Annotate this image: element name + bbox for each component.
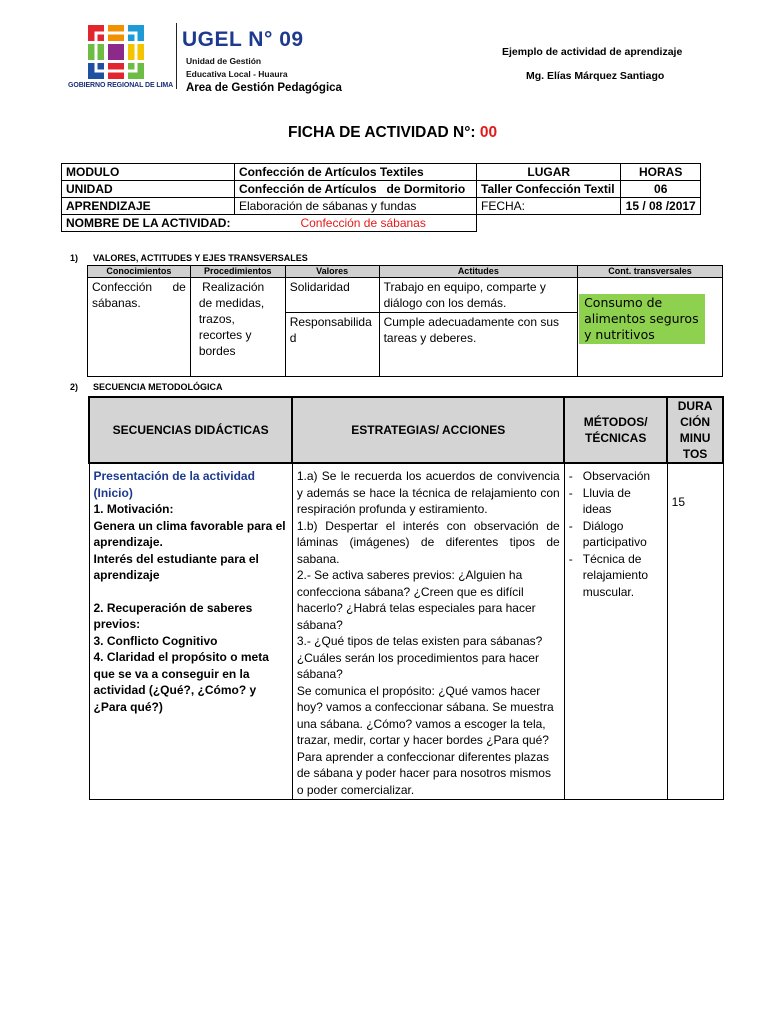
- seq-conflicto: 3. Conflicto Cognitivo: [93, 633, 218, 648]
- seq-claridad: 4. Claridad el propósito o meta que se va a conseguir en la actividad (¿Qué?, ¿Cómo? y ¿Para qué?): [93, 650, 269, 714]
- author: Mg. Elías Márquez Santiago: [526, 70, 665, 82]
- seq-motivacion: 1. Motivación:: [93, 502, 174, 516]
- secuencia-table: [88, 396, 724, 800]
- aprendizaje-label: APRENDIZAJE: [62, 198, 235, 215]
- modulo-value: Confección de Artículos Textiles: [234, 164, 476, 181]
- seq-title: Presentación de la actividad (Inicio): [93, 469, 255, 500]
- transversal-highlight: Consumo de alimentos seguros y nutritivos: [579, 294, 705, 344]
- page-title: [288, 124, 497, 142]
- seq-interes: Interés del estudiante para el aprendizaje: [93, 551, 259, 582]
- section-1-number: 1): [70, 253, 79, 263]
- header-procedimientos: Procedimientos: [190, 266, 285, 278]
- lugar-label: LUGAR: [477, 164, 621, 181]
- actitud-cumple-tareas: Cumple adecuadamente con sus tareas y deberes.: [379, 313, 577, 377]
- duracion-cell: 15: [667, 463, 723, 800]
- estrategia-proposito: Se comunica el propósito: ¿Qué vamos hacer hoy? vamos a confeccionar sábana. Se muestra una sábana. ¿Cómo? vamos a escoger la tela, trazar, medir, cortar y hacer bordes ¿Para qué? Para aprender a confeccionar diferentes plazas de sábana y poder hacer para nosotros mismos o poder comercializar.: [296, 683, 554, 797]
- header-conocimientos: Conocimientos: [88, 266, 191, 278]
- header-transversales: Cont. transversales: [578, 266, 723, 278]
- title-label: FICHA DE ACTIVIDAD N°:: [288, 124, 480, 141]
- seq-motivacion-text: Genera un clima favorable para el aprendizaje.: [93, 518, 286, 549]
- activity-info-table: [61, 163, 701, 232]
- valor-solidaridad: Solidaridad: [285, 278, 379, 313]
- section-2-number: 2): [70, 382, 79, 392]
- header-valores: Valores: [285, 266, 379, 278]
- header-duracion: DURACIÓN MINUTOS: [667, 397, 723, 463]
- metodo-relajamiento: - Técnica de relajamiento muscular.: [569, 551, 663, 601]
- horas-label: HORAS: [621, 164, 701, 181]
- procedimientos-cell: Realización de medidas, trazos, recortes y bordes: [190, 278, 285, 377]
- document-subtitle: Ejemplo de actividad de aprendizaje: [502, 46, 683, 58]
- fecha-label: FECHA:: [477, 198, 621, 215]
- header-metodos: MÉTODOS/ TÉCNICAS: [564, 397, 667, 463]
- transversal-cell: [578, 278, 723, 377]
- ugel-logo-icon: [88, 25, 144, 79]
- metodos-cell: [564, 463, 667, 800]
- unidad-value: Confección de Artículos de Dormitorio: [234, 181, 476, 198]
- area-label: Area de Gestión Pedagógica: [186, 82, 342, 94]
- ugel-subtitle-1: Unidad de Gestión: [186, 56, 262, 66]
- estrategia-3: 3.- ¿Qué tipos de telas existen para sábanas? ¿Cuáles serán los procedimientos para hacer sábana?: [296, 634, 543, 681]
- header-divider: [176, 23, 177, 89]
- lugar-value: Taller Confección Textil: [477, 181, 621, 198]
- unidad-label: UNIDAD: [62, 181, 235, 198]
- header-estrategias: ESTRATEGIAS/ ACCIONES: [292, 397, 564, 463]
- metodo-dialogo: - Diálogo participativo: [569, 518, 663, 551]
- metodo-lluvia-ideas: - Lluvia de ideas: [569, 485, 663, 518]
- header-secuencias: SECUENCIAS DIDÁCTICAS: [89, 397, 292, 463]
- nombre-actividad-value: Confección de sábanas: [234, 215, 476, 232]
- metodo-observacion: - Observación: [569, 468, 663, 485]
- valor-responsabilidad: Responsabilidad: [285, 313, 379, 377]
- estrategias-cell: [292, 463, 564, 800]
- logo-caption: GOBIERNO REGIONAL DE LIMA: [68, 82, 174, 89]
- actitud-trabajo-equipo: Trabajo en equipo, comparte y diálogo con los demás.: [379, 278, 577, 313]
- nombre-actividad-label: NOMBRE DE LA ACTIVIDAD:: [62, 215, 235, 232]
- section-2-title: SECUENCIA METODOLÓGICA: [93, 382, 223, 392]
- ugel-subtitle-2: Educativa Local - Huaura: [186, 69, 288, 79]
- conocimientos-cell: Confección de sábanas.: [88, 278, 191, 377]
- estrategia-2: 2.- Se activa saberes previos: ¿Alguien ha confecciona sábana? ¿Creen que es difícil hacerlo? ¿Habrá telas especiales para hacer sábana?: [296, 568, 536, 632]
- metodos-list: [569, 468, 663, 600]
- activity-number: 00: [479, 124, 498, 141]
- aprendizaje-value: Elaboración de sábanas y fundas: [234, 198, 476, 215]
- fecha-value: 15 / 08 /2017: [621, 198, 701, 215]
- ugel-title: UGEL N° 09: [182, 28, 304, 51]
- secuencias-cell: [89, 463, 292, 800]
- seq-recuperacion: 2. Recuperación de saberes previos:: [93, 600, 253, 631]
- estrategia-1b: 1.b) Despertar el interés con observación de láminas (imágenes) de diferentes tipos de sabana.: [296, 518, 560, 566]
- header-actitudes: Actitudes: [379, 266, 577, 278]
- section-1-title: VALORES, ACTITUDES Y EJES TRANSVERSALES: [93, 253, 308, 263]
- valores-table: [87, 265, 723, 377]
- horas-value: 06: [621, 181, 701, 198]
- modulo-label: MODULO: [62, 164, 235, 181]
- estrategia-1a: 1.a) Se le recuerda los acuerdos de convivencia y además se hace la técnica de relajamiento con respiración profunda y estiramiento.: [296, 469, 560, 516]
